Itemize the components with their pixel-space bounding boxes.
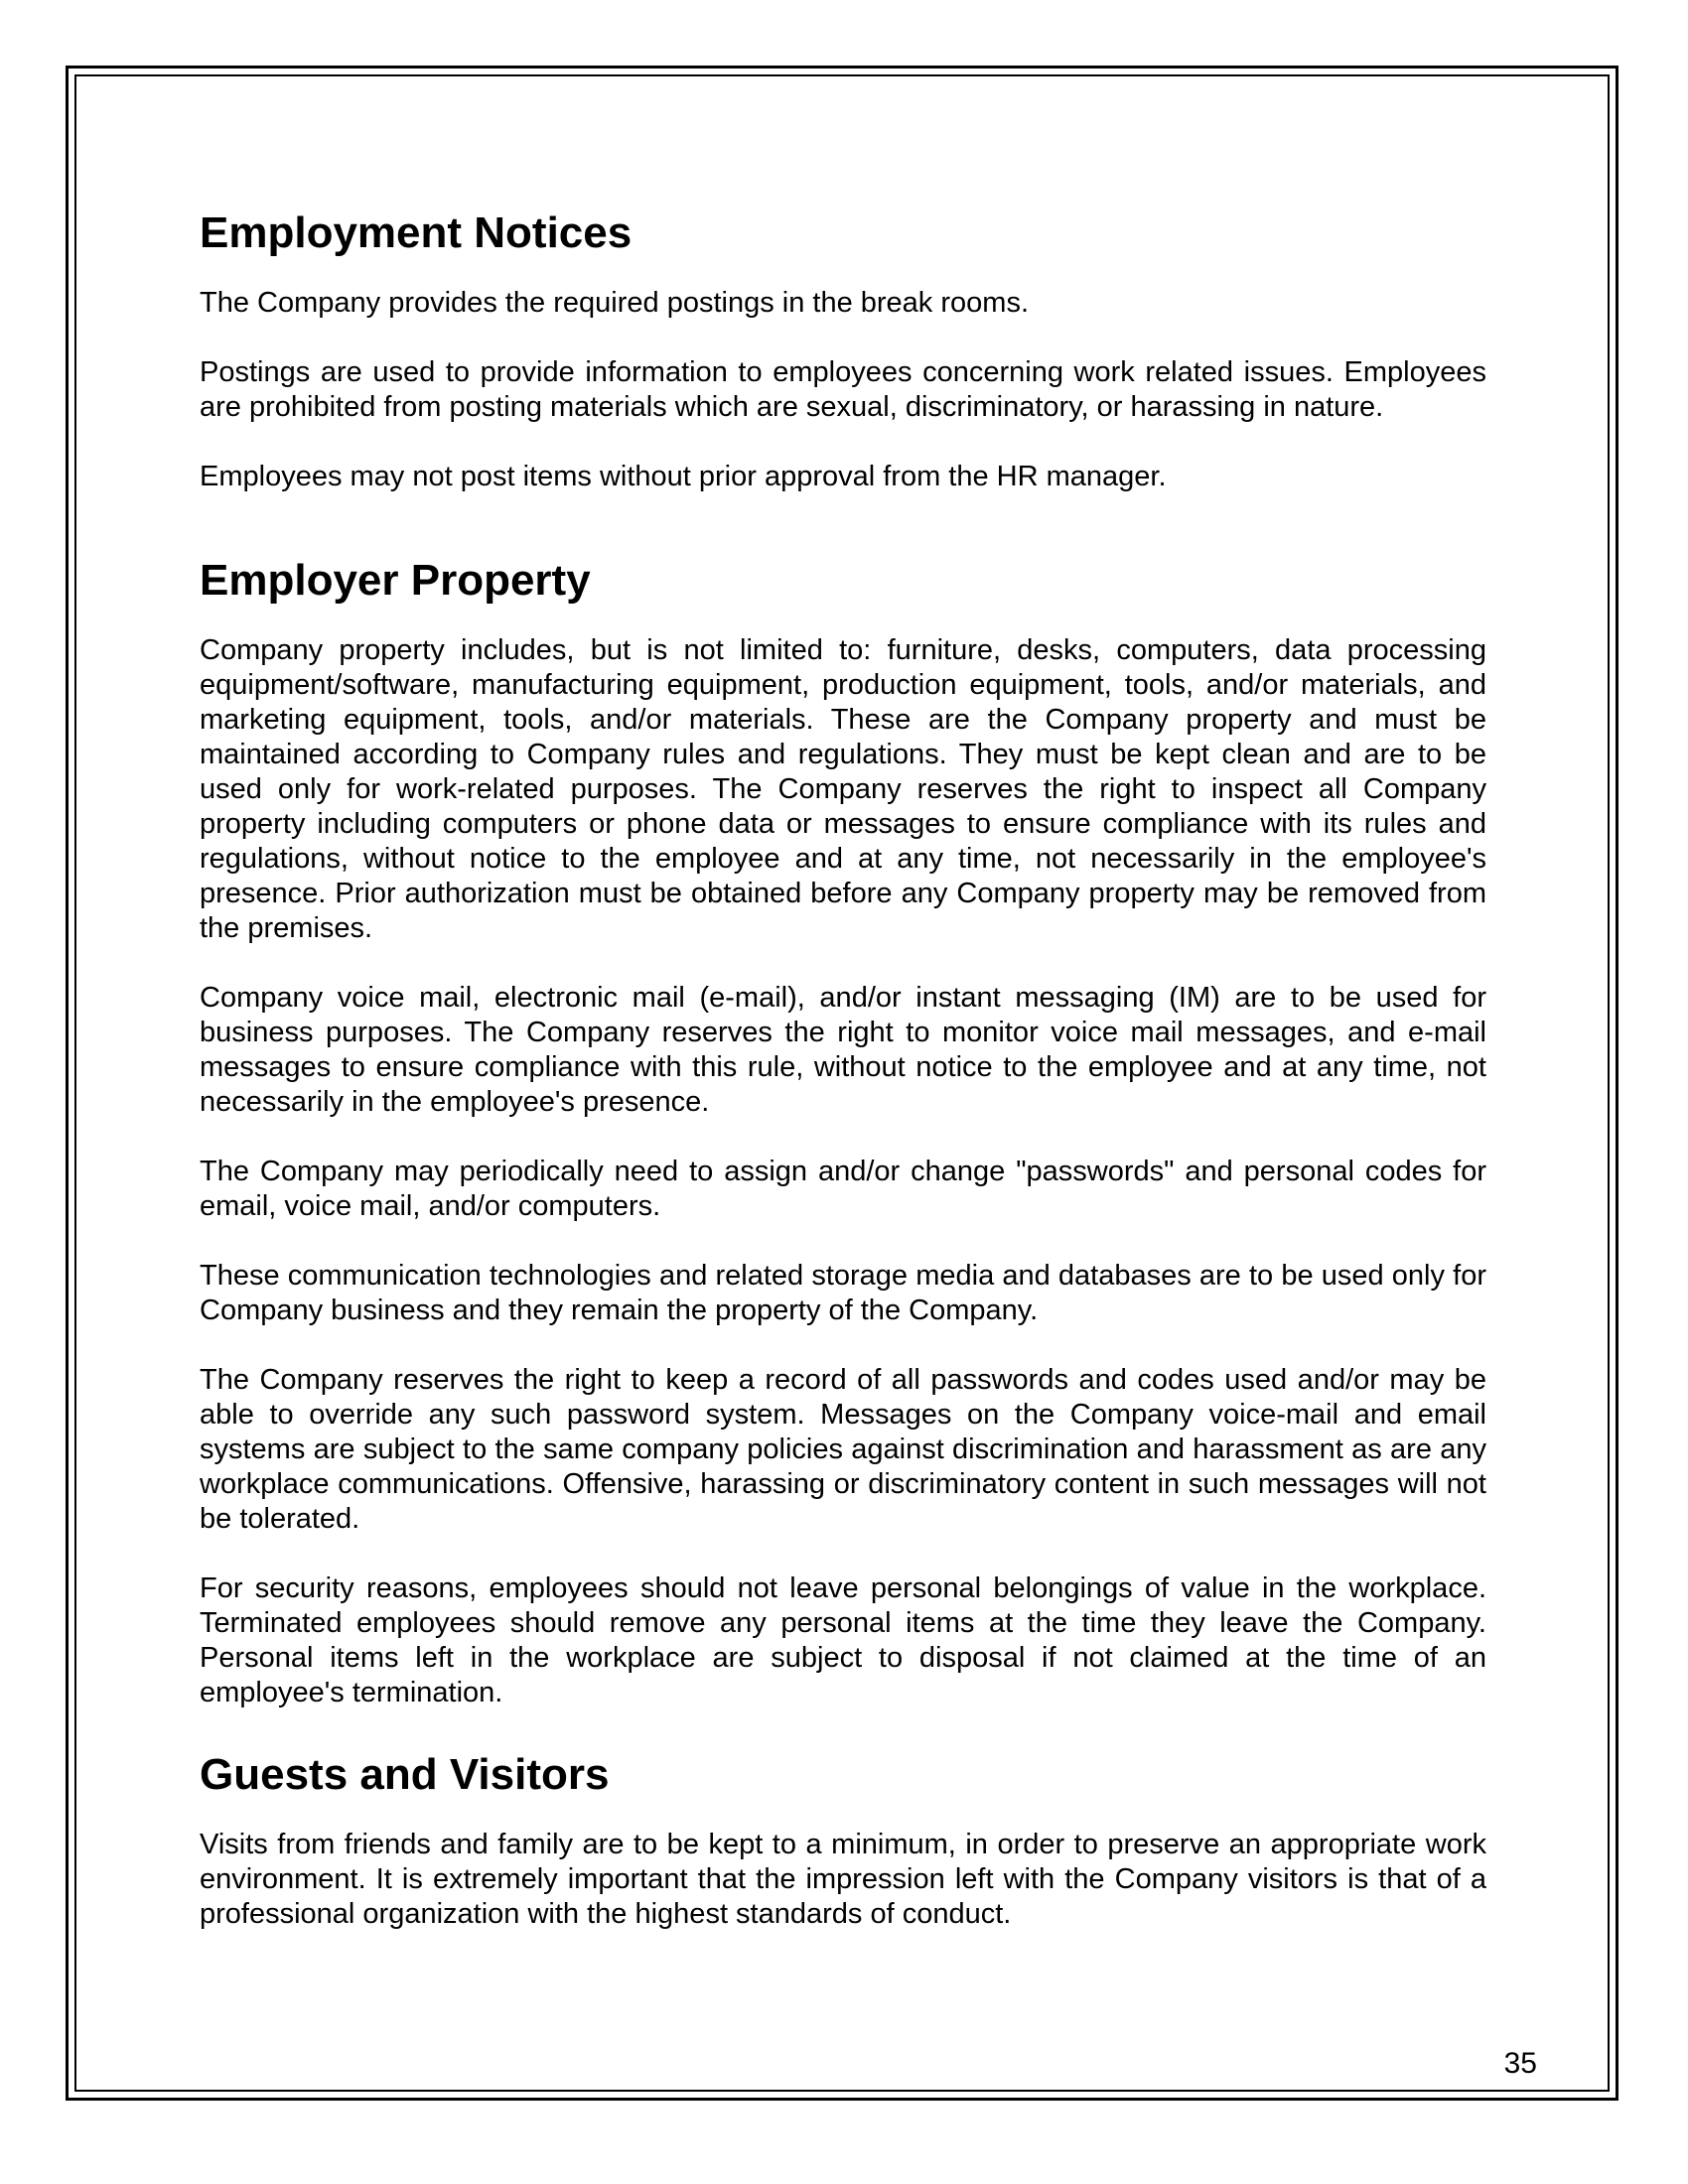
paragraph: Visits from friends and family are to be kept to a minimum, in order to preserve an appropriate work environment. It is extremely important that the impression left with the Company visitors is that of a professional organization with the highest standards of conduct. xyxy=(200,1829,1486,1930)
heading-employment-notices: Employment Notices xyxy=(200,208,633,257)
paragraph: Postings are used to provide information to employees concerning work related issues. Employees are prohibited from posting materials which are sexual, discriminatory, or harassing in nature. xyxy=(200,356,1486,423)
paragraph: Company property includes, but is not limited to: furniture, desks, computers, data processing equipment/software, manufacturing equipment, production equipment, tools, and/or materials, and marketing equipment, tools, and/or materials. These are the Company property and must be maintained according to Company rules and regulations. They must be kept clean and are to be used only for work-related purposes. The Company reserves the right to inspect all Company property including computers or phone data or messages to ensure compliance with its rules and regulations, without notice to the employee and at any time, not necessarily in the employee's presence. Prior authorization must be obtained before any Company property may be removed from the premises. xyxy=(200,634,1486,944)
heading-guests-and-visitors: Guests and Visitors xyxy=(200,1750,610,1799)
paragraph: The Company may periodically need to assign and/or change "passwords" and personal codes for email, voice mail, and/or computers. xyxy=(200,1156,1486,1222)
paragraph: Employees may not post items without prior approval from the HR manager. xyxy=(200,461,1167,492)
page-number: 35 xyxy=(1503,2047,1537,2080)
page-content xyxy=(200,206,1486,1967)
paragraph: These communication technologies and related storage media and databases are to be used only for Company business and they remain the property of the Company. xyxy=(200,1260,1486,1326)
paragraph: Company voice mail, electronic mail (e-mail), and/or instant messaging (IM) are to be used for business purposes. The Company reserves the right to monitor voice mail messages, and e-mail messages to ensure compliance with this rule, without notice to the employee and at any time, not necessarily in the employee's presence. xyxy=(200,982,1486,1118)
paragraph: The Company provides the required postings in the break rooms. xyxy=(200,287,1029,319)
paragraph: For security reasons, employees should not leave personal belongings of value in the workplace. Terminated employees should remove any personal items at the time they leave the Company. Personal items left in the workplace are subject to disposal if not claimed at the time of an employee's termination. xyxy=(200,1572,1486,1708)
paragraph: The Company reserves the right to keep a record of all passwords and codes used and/or may be able to override any such password system. Messages on the Company voice-mail and email systems are subject to the same company policies against discrimination and harassment as are any workplace communications. Offensive, harassing or discriminatory content in such messages will not be tolerated. xyxy=(200,1364,1486,1535)
heading-employer-property: Employer Property xyxy=(200,556,591,605)
